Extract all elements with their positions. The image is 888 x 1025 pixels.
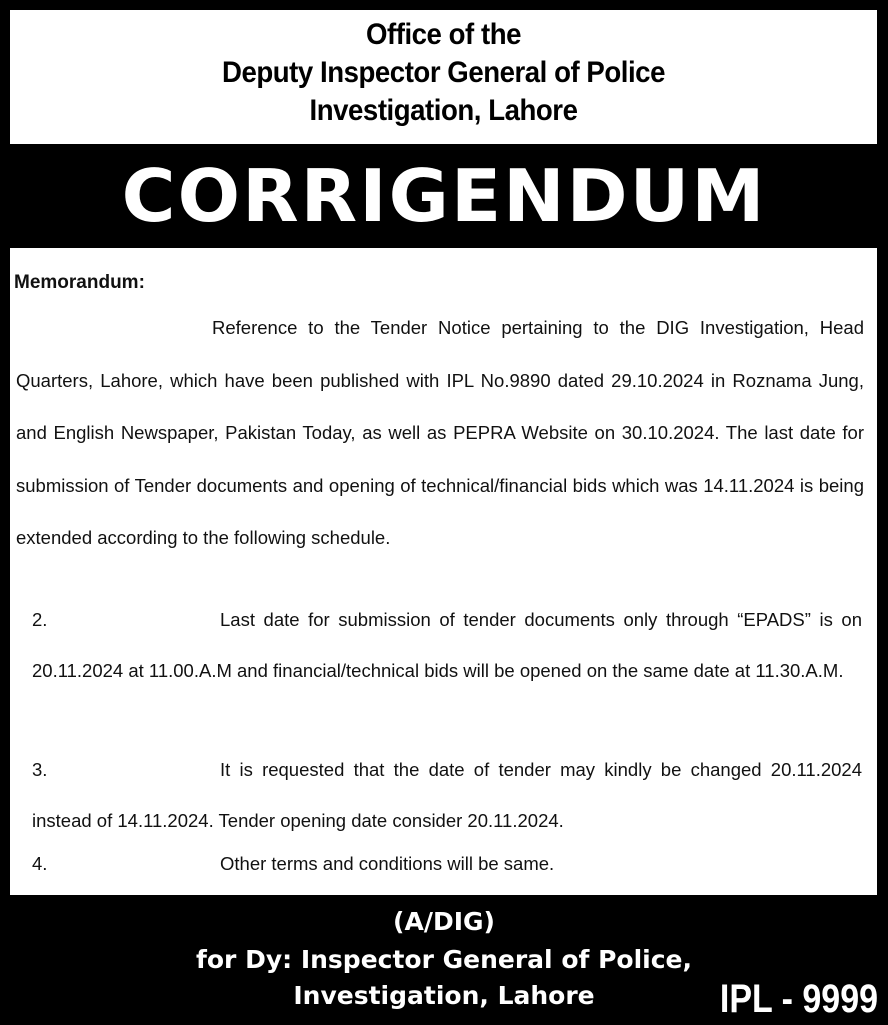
memo-item-4: [32, 838, 862, 889]
header-line-location: Investigation, Lahore: [309, 94, 578, 127]
signatory-designation: for Dy: Inspector General of Police,: [195, 945, 692, 974]
memo-item-text: Other terms and conditions will be same.: [220, 853, 555, 874]
signatory-title: (A/DIG): [393, 907, 495, 936]
corrigendum-banner: [0, 144, 888, 248]
memo-item-number: 4.: [32, 853, 48, 874]
signatory-location: Investigation, Lahore: [293, 981, 595, 1010]
memo-paragraph-1: Reference to the Tender Notice pertaining to the DIG Investigation, Head Quarters, Lahore, which have been published with IPL No.9890 dated 29.10.2024 in Roznama Jung, and English Newspaper, Pakistan Today, as well as PEPRA Website on 30.10.2024. The last date for submission of Tender documents and opening of technical/financial bids which was 14.11.2024 is being extended according to the following schedule.: [16, 317, 864, 548]
memo-item-3: [32, 744, 862, 846]
header-line-title: Deputy Inspector General of Police: [222, 56, 665, 89]
office-header: [10, 10, 877, 144]
memo-item-text: It is requested that the date of tender may kindly be changed 20.11.2024 instead of 14.11.2024. Tender opening date consider 20.11.2024.: [32, 759, 862, 831]
header-line-office: Office of the: [365, 18, 522, 51]
memo-item-text: Last date for submission of tender documents only through “EPADS” is on 20.11.2024 at 11.00.A.M and financial/technical bids will be opened on the same date at 11.30.A.M.: [32, 609, 862, 681]
banner-title: CORRIGENDUM: [121, 154, 767, 238]
memo-item-2: [32, 594, 862, 696]
memo-heading: Memorandum:: [14, 272, 145, 293]
signature-footer: [0, 895, 888, 1025]
memo-item-number: 2.: [32, 609, 48, 630]
ipl-number: IPL - 9999: [719, 977, 878, 1021]
memo-body: [10, 248, 877, 895]
memo-item-number: 3.: [32, 759, 48, 780]
